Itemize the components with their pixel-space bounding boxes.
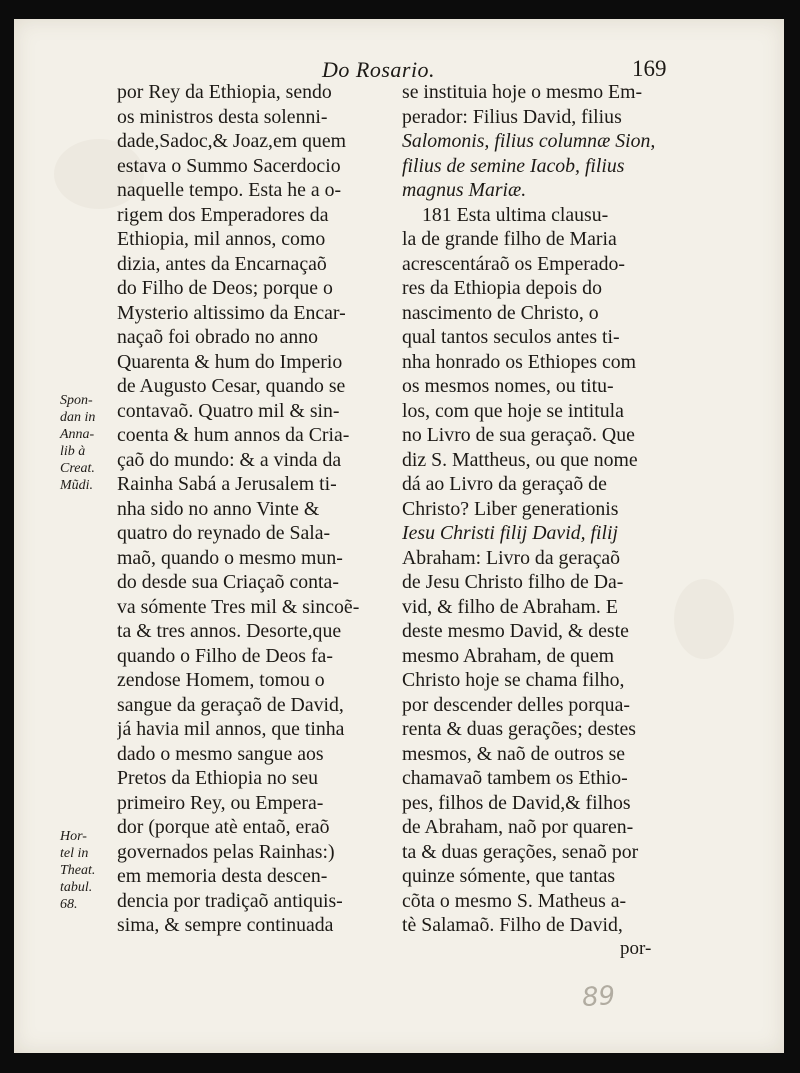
text-line: perador: Filius David, filius — [402, 105, 622, 128]
text-line: naquelle tempo. Esta he a o- — [117, 179, 342, 201]
text-line: vid, & filho de Abraham. E — [402, 595, 618, 618]
text-line: Abraham: Livro da geraçaõ — [402, 546, 621, 569]
text-line: os ministros desta solenni- — [117, 105, 328, 128]
text-line: 181 Esta ultima clausu- — [422, 203, 609, 226]
text-line: por descender delles porqua- — [402, 693, 630, 716]
text-line: sima, & sempre continuada — [117, 914, 334, 936]
text-line: mesmos, & naõ de outros se — [402, 742, 626, 765]
text-line: la de grande filho de Maria — [402, 228, 617, 250]
text-line: deste mesmo David, & deste — [402, 620, 629, 642]
text-line: dencia por tradiçaõ antiquis- — [117, 889, 343, 912]
right-text-column — [402, 80, 672, 938]
text-line: pes, filhos de David,& filhos — [402, 791, 631, 814]
text-line: renta & duas gerações; destes — [402, 718, 636, 740]
text-line: dade,Sadoc,& Joaz,em quem — [117, 130, 347, 152]
margin-note-line: Mũdi. — [60, 478, 94, 493]
text-line: Christo hoje se chama filho, — [402, 669, 625, 691]
text-line: Quarenta & hum do Imperio — [117, 350, 343, 373]
text-line: res da Ethiopia depois do — [402, 277, 602, 299]
text-line: quando o Filho de Deos fa- — [117, 644, 333, 667]
text-line: por Rey da Ethiopia, sendo — [117, 81, 332, 103]
text-line: nha sido no anno Vinte & — [117, 497, 320, 520]
text-line: estava o Summo Sacerdocio — [117, 154, 341, 177]
text-line: mesmo Abraham, de quem — [402, 644, 615, 667]
text-line: dor (porque atè entaõ, eraõ — [117, 816, 330, 838]
margin-note-line: Theat. — [60, 863, 96, 878]
margin-note-line: tabul. — [60, 880, 93, 895]
text-line: governados pelas Rainhas:) — [117, 840, 335, 863]
text-line: rigem dos Emperadores da — [117, 203, 329, 226]
text-line: ta & tres annos. Desorte,que — [117, 620, 342, 642]
text-line: sangue da geraçaõ de David, — [117, 693, 344, 716]
text-line: de Abraham, naõ por quaren- — [402, 816, 634, 838]
text-line: se instituia hoje o mesmo Em- — [402, 81, 643, 103]
paper-stain — [674, 579, 734, 659]
margin-note-line: dan in — [60, 410, 96, 425]
text-line: no Livro de sua geraçaõ. Que — [402, 424, 635, 446]
margin-note-line: Creat. — [60, 461, 95, 476]
text-line: em memoria desta descen- — [117, 865, 328, 887]
text-line: Salomonis, filius columnæ Sion, — [402, 130, 656, 152]
text-line: filius de semine Iacob, filius — [402, 154, 625, 177]
text-line: nha honrado os Ethiopes com — [402, 350, 637, 373]
text-line: Mysterio altissimo da Encar- — [117, 301, 346, 324]
text-line: acrescentáraõ os Emperado- — [402, 252, 625, 275]
text-line: já havia mil annos, que tinha — [117, 718, 345, 740]
margin-note-spondan — [60, 392, 118, 494]
text-line: Iesu Christi filij David, filij — [402, 522, 618, 544]
margin-note-line: tel in — [60, 846, 89, 861]
text-line: quatro do reynado de Sala- — [117, 522, 331, 544]
text-line: çaõ do mundo: & a vinda da — [117, 448, 342, 471]
text-line: do Filho de Deos; porque o — [117, 277, 333, 299]
pencil-folio-number: 89 — [580, 980, 617, 1014]
text-line: dizia, antes da Encarnaçaõ — [117, 252, 327, 275]
text-line: tè Salamaõ. Filho de David, — [402, 914, 623, 936]
margin-note-line: lib à — [60, 444, 86, 459]
text-line: chamavaõ tambem os Ethio- — [402, 767, 628, 789]
text-line: qual tantos seculos antes ti- — [402, 326, 620, 348]
text-line: de Augusto Cesar, quando se — [117, 375, 346, 397]
margin-note-hortel — [60, 828, 118, 913]
left-text-column — [117, 80, 379, 938]
text-line: contavaõ. Quatro mil & sin- — [117, 399, 340, 422]
text-line: diz S. Mattheus, ou que nome — [402, 448, 638, 471]
text-line: Ethiopia, mil annos, como — [117, 228, 326, 250]
running-title: Do Rosario. — [322, 57, 436, 82]
page-number: 169 — [632, 56, 667, 81]
margin-note-line: 68. — [60, 897, 78, 912]
text-line: los, com que hoje se intitula — [402, 399, 624, 422]
text-line: ta & duas gerações, senaõ por — [402, 840, 639, 863]
text-line: va sómente Tres mil & sincoẽ- — [117, 595, 360, 618]
margin-note-line: Spon- — [60, 393, 93, 408]
text-line: dá ao Livro da geraçaõ de — [402, 473, 607, 495]
text-line: os mesmos nomes, ou titu- — [402, 375, 614, 397]
text-line: Rainha Sabá a Jerusalem ti- — [117, 473, 337, 495]
text-line: naçaõ foi obrado no anno — [117, 326, 319, 348]
text-line: do desde sua Criaçaõ conta- — [117, 571, 339, 593]
text-line: magnus Mariæ. — [402, 179, 527, 201]
text-line: primeiro Rey, ou Empera- — [117, 791, 324, 814]
text-line: maõ, quando o mesmo mun- — [117, 546, 343, 569]
margin-note-line: Anna- — [60, 427, 95, 442]
text-line: Christo? Liber generationis — [402, 497, 619, 520]
text-line: cõta o mesmo S. Matheus a- — [402, 889, 627, 912]
catchword: por- — [620, 938, 652, 959]
text-line: dado o mesmo sangue aos — [117, 742, 324, 765]
margin-note-line: Hor- — [60, 829, 87, 844]
text-line: quinze sómente, que tantas — [402, 865, 616, 887]
text-line: de Jesu Christo filho de Da- — [402, 571, 624, 593]
text-line: nascimento de Christo, o — [402, 301, 599, 324]
text-line: Pretos da Ethiopia no seu — [117, 767, 319, 789]
text-line: zendose Homem, tomou o — [117, 669, 325, 691]
text-line: coenta & hum annos da Cria- — [117, 424, 350, 446]
